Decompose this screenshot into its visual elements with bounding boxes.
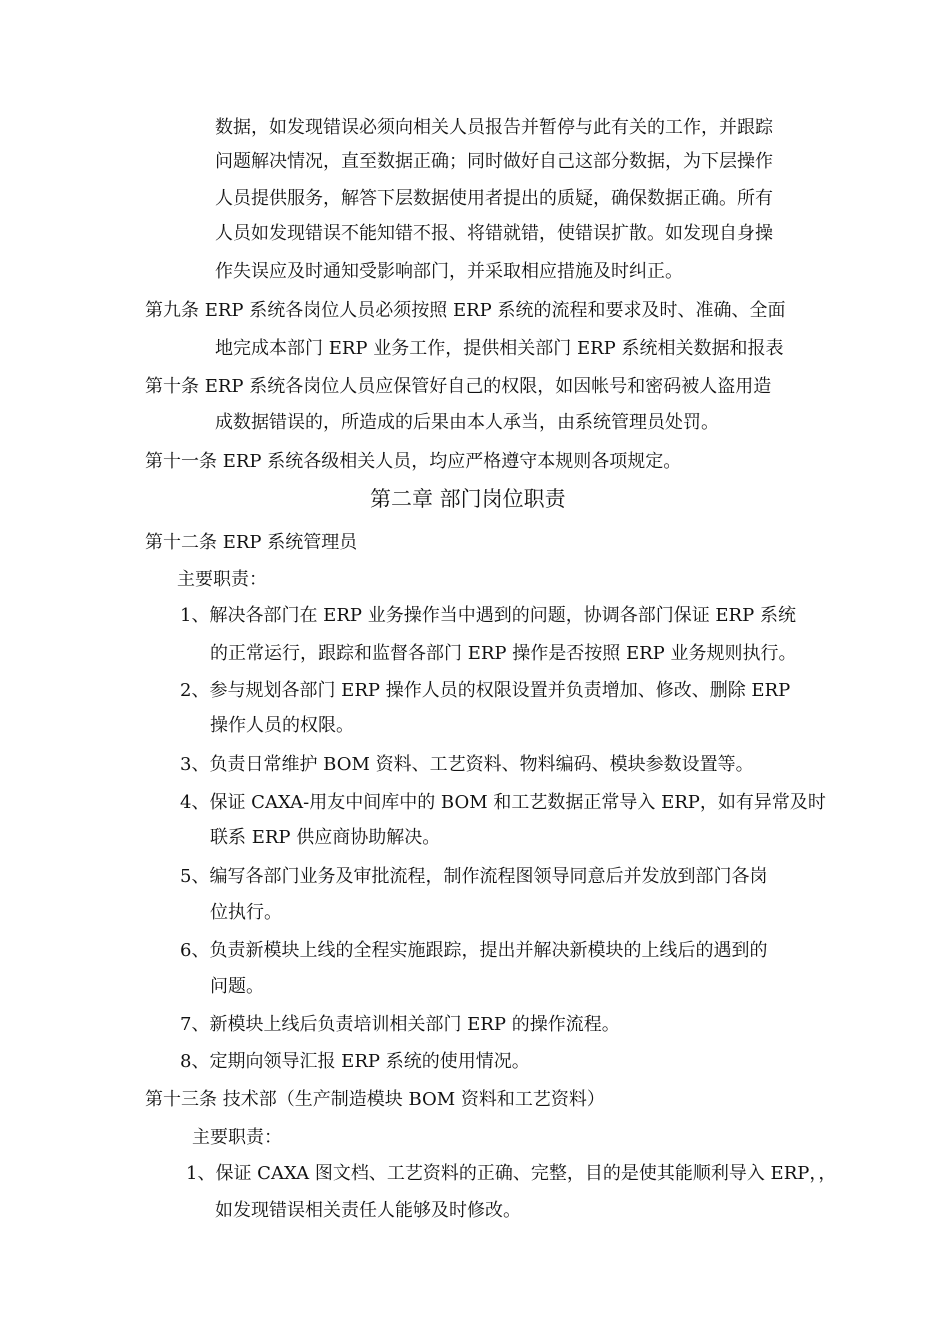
paragraph-line: 人员提供服务，解答下层数据使用者提出的质疑，确保数据正确。所有 bbox=[215, 188, 773, 209]
article-10-line-1: 第十条 ERP 系统各岗位人员应保管好自己的权限，如因帐号和密码被人盗用造 bbox=[145, 376, 772, 397]
article-11-line-1: 第十一条 ERP 系统各级相关人员，均应严格遵守本规则各项规定。 bbox=[145, 451, 682, 472]
list-item: 1、解决各部门在 ERP 业务操作当中遇到的问题，协调各部门保证 ERP 系统 bbox=[180, 605, 796, 626]
list-item: 4、保证 CAXA-用友中间库中的 BOM 和工艺数据正常导入 ERP，如有异常及时 bbox=[180, 792, 826, 813]
list-item-continuation: 如发现错误相关责任人能够及时修改。 bbox=[215, 1200, 521, 1221]
article-13-heading: 第十三条 技术部（生产制造模块 BOM 资料和工艺资料） bbox=[145, 1089, 605, 1110]
article-10-line-2: 成数据错误的，所造成的后果由本人承当，由系统管理员处罚。 bbox=[215, 412, 719, 433]
paragraph-line: 问题解决情况，直至数据正确；同时做好自己这部分数据，为下层操作 bbox=[215, 151, 773, 172]
list-item-continuation: 位执行。 bbox=[210, 902, 282, 923]
list-item-continuation: 操作人员的权限。 bbox=[210, 715, 354, 736]
list-item: 3、负责日常维护 BOM 资料、工艺资料、物料编码、模块参数设置等。 bbox=[180, 754, 754, 775]
list-item: 6、负责新模块上线的全程实施跟踪，提出并解决新模块的上线后的遇到的 bbox=[180, 940, 768, 961]
list-item: 8、定期向领导汇报 ERP 系统的使用情况。 bbox=[180, 1051, 530, 1072]
chapter-title: 第二章 部门岗位职责 bbox=[370, 487, 566, 511]
list-item-continuation: 联系 ERP 供应商协助解决。 bbox=[210, 827, 441, 848]
paragraph-line: 人员如发现错误不能知错不报、将错就错，使错误扩散。如发现自身操 bbox=[215, 223, 773, 244]
duties-label: 主要职责： bbox=[177, 569, 267, 590]
list-item: 2、参与规划各部门 ERP 操作人员的权限设置并负责增加、修改、删除 ERP bbox=[180, 680, 791, 701]
list-item: 5、编写各部门业务及审批流程，制作流程图领导同意后并发放到部门各岗 bbox=[180, 866, 768, 887]
paragraph-line: 数据，如发现错误必须向相关人员报告并暂停与此有关的工作，并跟踪 bbox=[215, 117, 773, 138]
article-12-heading: 第十二条 ERP 系统管理员 bbox=[145, 532, 358, 553]
paragraph-line: 作失误应及时通知受影响部门，并采取相应措施及时纠正。 bbox=[215, 261, 683, 282]
article-9-line-1: 第九条 ERP 系统各岗位人员必须按照 ERP 系统的流程和要求及时、准确、全面 bbox=[145, 300, 786, 321]
duties-label: 主要职责： bbox=[192, 1127, 282, 1148]
list-item: 7、新模块上线后负责培训相关部门 ERP 的操作流程。 bbox=[180, 1014, 620, 1035]
list-item: 1、保证 CAXA 图文档、工艺资料的正确、完整，目的是使其能顺利导入 ERP，， bbox=[186, 1163, 837, 1184]
list-item-continuation: 问题。 bbox=[210, 976, 264, 997]
list-item-continuation: 的正常运行，跟踪和监督各部门 ERP 操作是否按照 ERP 业务规则执行。 bbox=[210, 643, 797, 664]
article-9-line-2: 地完成本部门 ERP 业务工作，提供相关部门 ERP 系统相关数据和报表 bbox=[215, 338, 784, 359]
